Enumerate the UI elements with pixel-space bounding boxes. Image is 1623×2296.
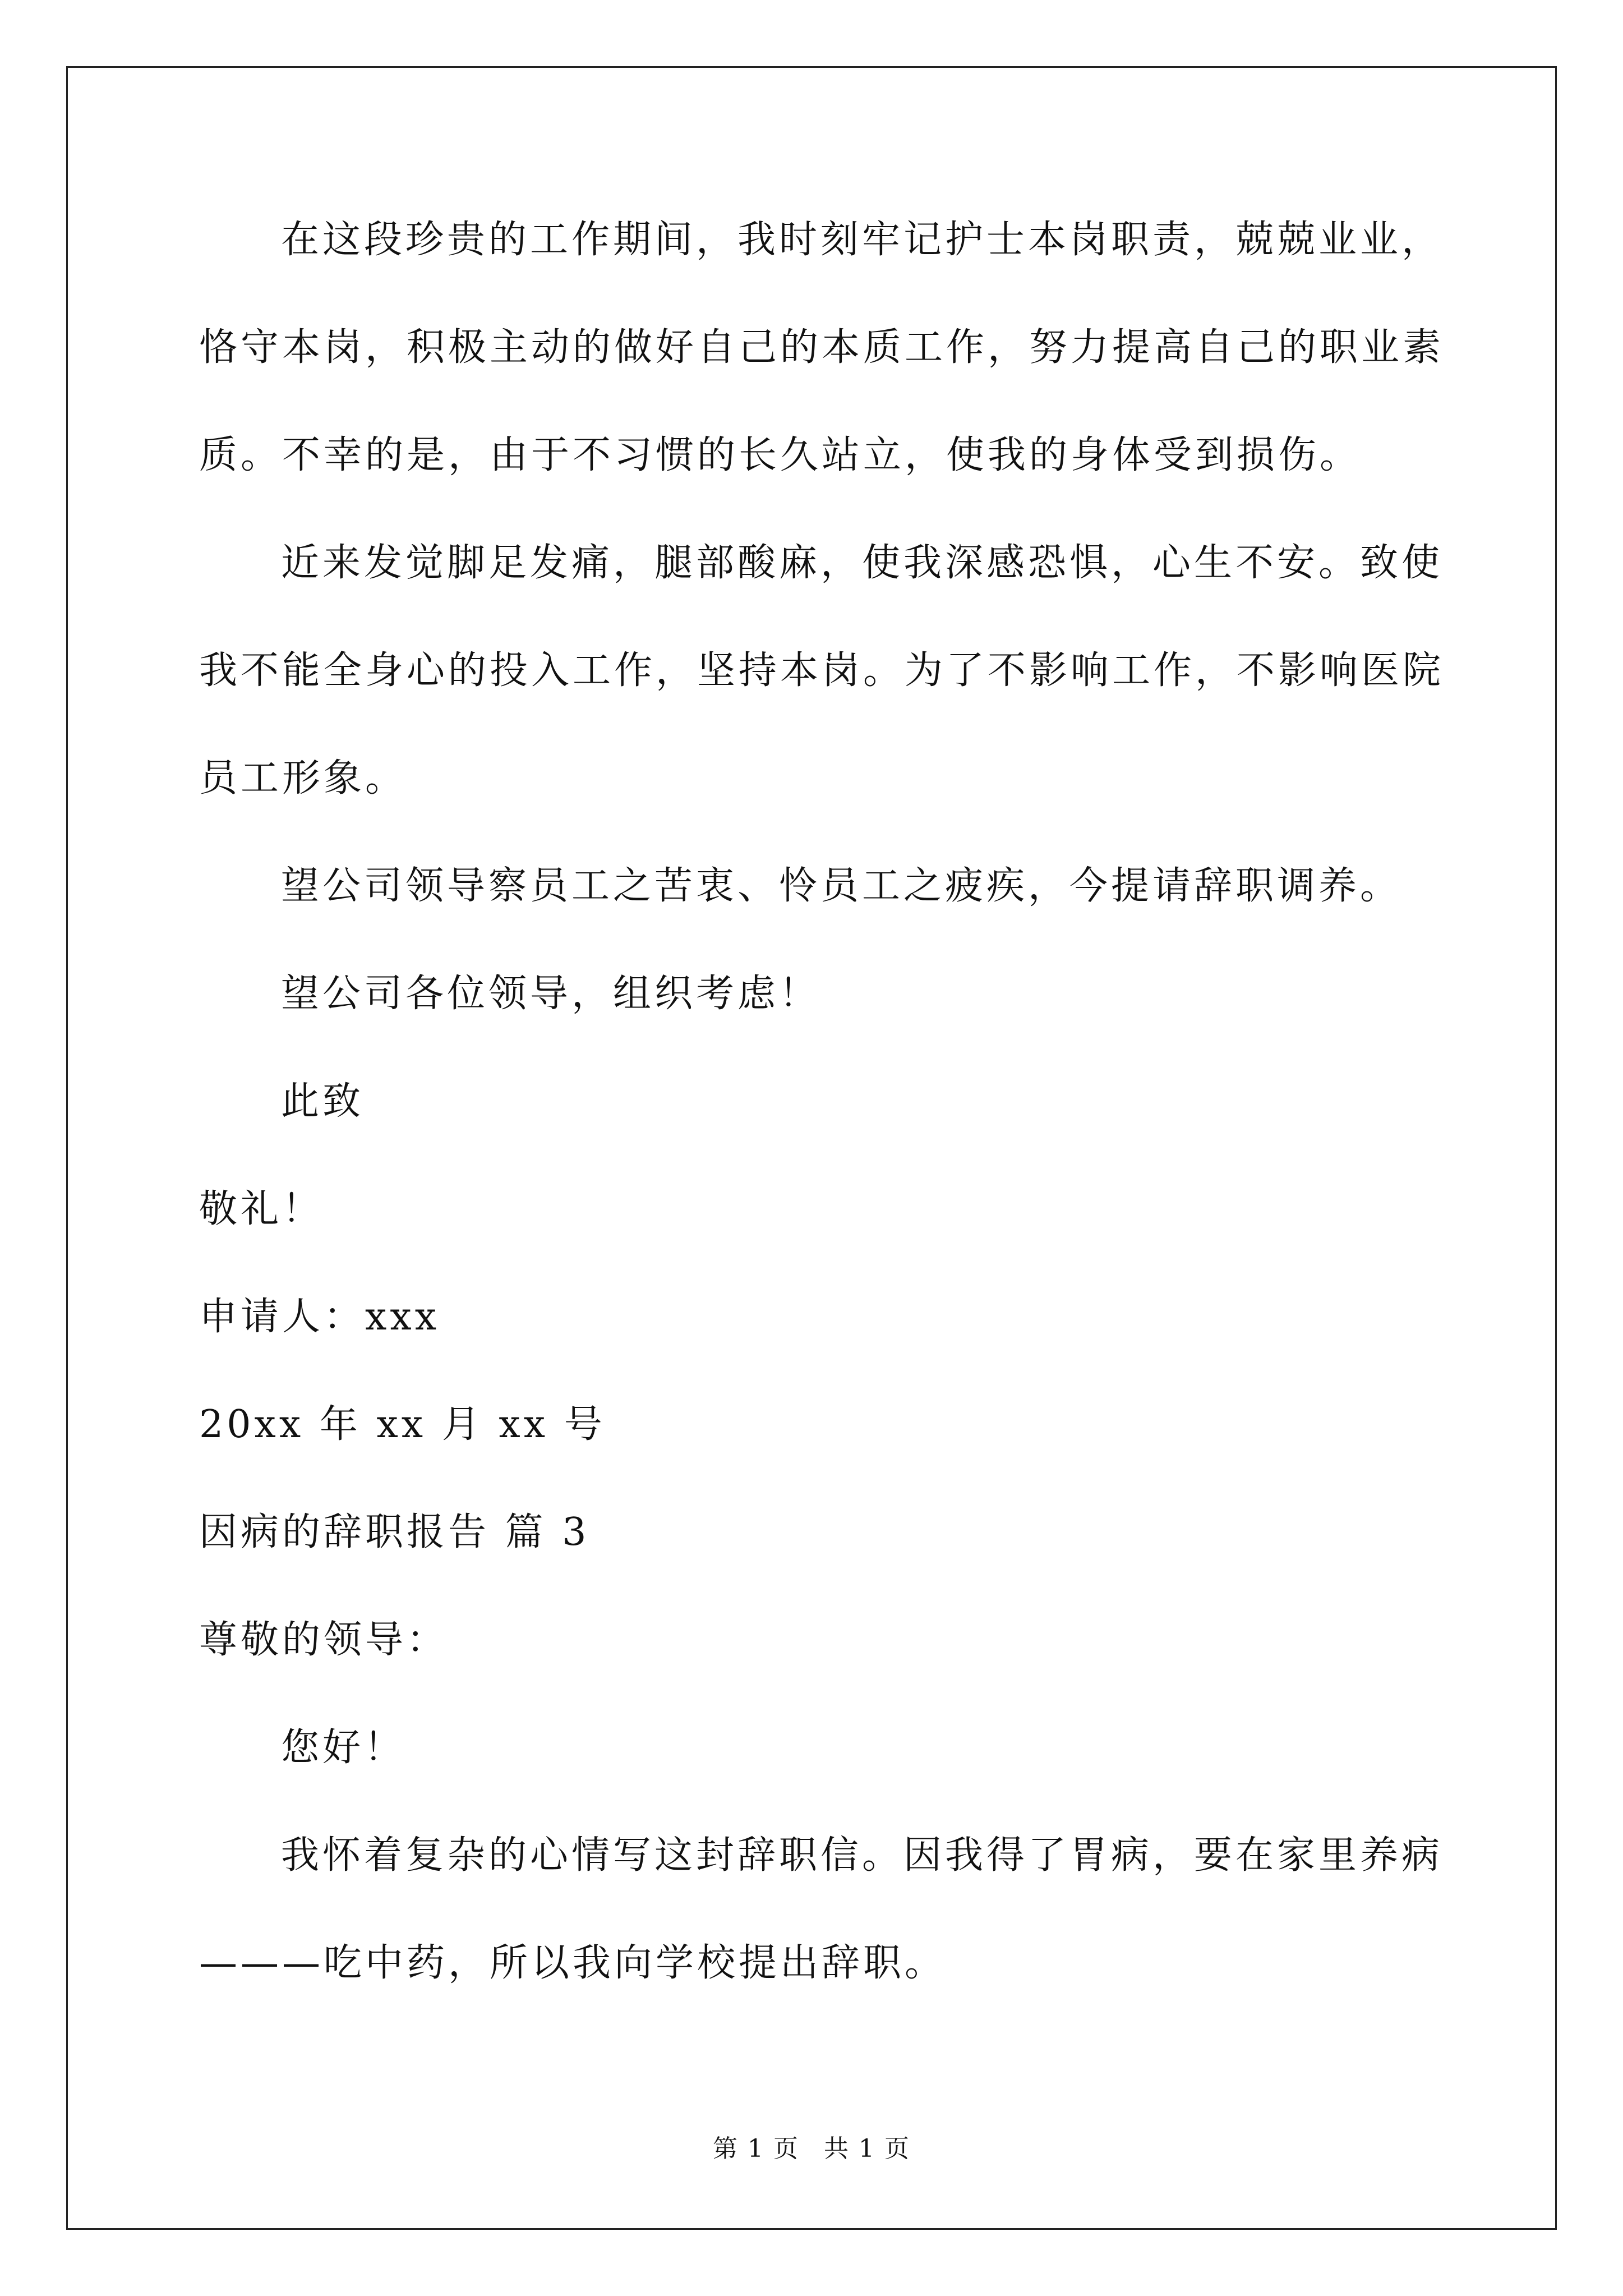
page-footer [0, 2128, 1623, 2164]
page-total: 共 1 页 [824, 2134, 910, 2163]
date-line: 20xx 年 xx 月 xx 号 [199, 1402, 606, 1447]
page-number: 第 1 页 [713, 2134, 799, 2163]
section-title: 因病的辞职报告 篇 3 [199, 1510, 590, 1554]
paragraph-line: 质。不幸的是，由于不习惯的长久站立，使我的身体受到损伤。 [199, 433, 1362, 477]
closing-phrase: 此致 [281, 1079, 365, 1124]
greeting-hello: 您好！ [281, 1726, 406, 1770]
paragraph-line: 望公司各位领导，组织考虑！ [281, 972, 821, 1016]
paragraph-line: 在这段珍贵的工作期间，我时刻牢记护士本岗职责，兢兢业业， [281, 218, 1444, 262]
paragraph-line: 员工形象。 [199, 756, 407, 800]
document-body [199, 213, 1445, 2044]
paragraph-line: 我怀着复杂的心情写这封辞职信。因我得了胃病，要在家里养病 [281, 1833, 1444, 1878]
paragraph-line: ———吃中药，所以我向学校提出辞职。 [199, 1941, 947, 1985]
paragraph-line: 恪守本岗，积极主动的做好自己的本质工作，努力提高自己的职业素 [199, 325, 1445, 370]
paragraph-line: 望公司领导察员工之苦衷、怜员工之疲疾，今提请辞职调养。 [281, 864, 1402, 908]
greeting-line: 尊敬的领导： [199, 1618, 449, 1662]
applicant-line: 申请人：xxx [199, 1295, 440, 1339]
salutation-closing: 敬礼！ [199, 1187, 324, 1231]
paragraph-line: 我不能全身心的投入工作，坚持本岗。为了不影响工作，不影响医院 [199, 648, 1445, 693]
paragraph-line: 近来发觉脚足发痛，腿部酸麻，使我深感恐惧，心生不安。致使 [281, 541, 1444, 585]
